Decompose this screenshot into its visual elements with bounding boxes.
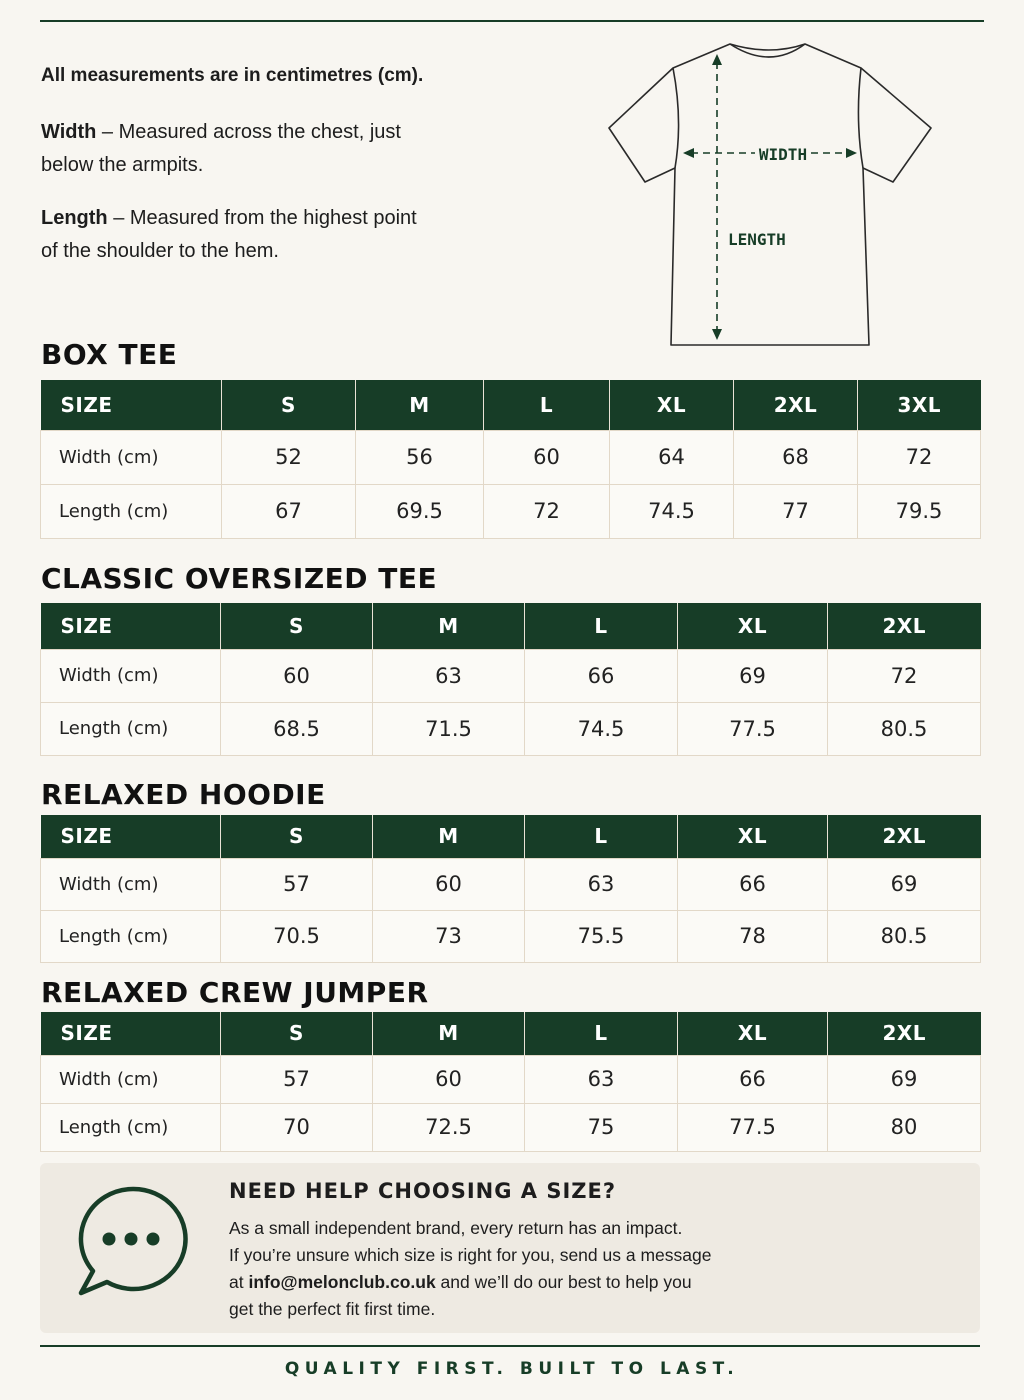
row-label: Width (cm): [41, 430, 222, 484]
table-row: [41, 1103, 981, 1151]
table-header-row: [41, 380, 981, 430]
length-term: Length: [41, 207, 108, 229]
row-label: Length (cm): [41, 702, 221, 755]
size-header: SIZE: [41, 815, 221, 858]
table-cell: 63: [525, 1055, 678, 1103]
table-cell: 71.5: [373, 702, 525, 755]
relaxed-crew-jumper-title: RELAXED CREW JUMPER: [41, 976, 429, 1009]
help-email-link[interactable]: info@melonclub.co.uk: [248, 1272, 436, 1292]
width-definition: [41, 116, 431, 182]
table-row: [41, 649, 981, 702]
help-line-3-prefix: at: [229, 1272, 249, 1292]
table-cell: 68: [734, 430, 858, 484]
size-col-header: L: [525, 603, 678, 649]
size-help-box: [40, 1163, 980, 1333]
size-col-header: XL: [678, 815, 828, 858]
relaxed-hoodie-title: RELAXED HOODIE: [41, 778, 326, 811]
table-cell: 80.5: [828, 910, 981, 962]
help-line-4: get the perfect fit first time.: [229, 1299, 436, 1319]
classic-oversized-tee-title: CLASSIC OVERSIZED TEE: [41, 562, 438, 595]
table-cell: 77.5: [678, 1103, 828, 1151]
tshirt-outline: [609, 44, 931, 345]
size-col-header: L: [484, 380, 610, 430]
table-header-row: [41, 1012, 981, 1055]
size-col-header: 3XL: [858, 380, 981, 430]
table-row: [41, 484, 981, 538]
size-col-header: 2XL: [828, 815, 981, 858]
table-row: [41, 858, 981, 910]
table-row: [41, 910, 981, 962]
table-row: [41, 1055, 981, 1103]
table-cell: 70.5: [221, 910, 373, 962]
table-cell: 79.5: [858, 484, 981, 538]
size-col-header: S: [221, 1012, 373, 1055]
table-cell: 72: [828, 649, 981, 702]
box-tee-size-table: [40, 380, 981, 539]
table-cell: 67: [222, 484, 356, 538]
size-col-header: S: [221, 815, 373, 858]
table-cell: 73: [373, 910, 525, 962]
table-cell: 52: [222, 430, 356, 484]
table-cell: 66: [678, 858, 828, 910]
table-cell: 60: [373, 858, 525, 910]
table-cell: 63: [373, 649, 525, 702]
tshirt-left-armhole: [673, 68, 679, 168]
table-cell: 70: [221, 1103, 373, 1151]
table-cell: 77.5: [678, 702, 828, 755]
row-label: Length (cm): [41, 484, 222, 538]
length-description: – Measured from the highest point of the shoulder to the hem.: [41, 207, 417, 262]
size-col-header: XL: [610, 380, 734, 430]
table-cell: 66: [678, 1055, 828, 1103]
chat-bubble-icon: [73, 1181, 193, 1301]
table-cell: 68.5: [221, 702, 373, 755]
classic-oversized-tee-size-table: [40, 603, 981, 756]
table-cell: 72: [484, 484, 610, 538]
size-header: SIZE: [41, 380, 222, 430]
width-description: – Measured across the chest, just below the armpits.: [41, 121, 401, 176]
size-col-header: S: [222, 380, 356, 430]
table-cell: 66: [525, 649, 678, 702]
width-arrow-right-icon: [846, 148, 857, 158]
length-label: LENGTH: [728, 230, 786, 249]
table-cell: 77: [734, 484, 858, 538]
size-col-header: S: [221, 603, 373, 649]
size-col-header: M: [356, 380, 484, 430]
tshirt-right-armhole: [858, 68, 863, 168]
width-label: WIDTH: [758, 145, 808, 164]
table-cell: 69: [828, 858, 981, 910]
size-col-header: 2XL: [828, 603, 981, 649]
size-col-header: L: [525, 815, 678, 858]
help-line-3-suffix: and we’ll do our best to help you: [435, 1272, 692, 1292]
width-term: Width: [41, 121, 97, 143]
table-cell: 57: [221, 858, 373, 910]
footer-tagline: QUALITY FIRST. BUILT TO LAST.: [284, 1359, 740, 1379]
table-cell: 78: [678, 910, 828, 962]
size-col-header: M: [373, 1012, 525, 1055]
box-tee-title: BOX TEE: [41, 338, 178, 371]
table-row: [41, 702, 981, 755]
table-cell: 56: [356, 430, 484, 484]
row-label: Length (cm): [41, 1103, 221, 1151]
size-header: SIZE: [41, 603, 221, 649]
units-note: All measurements are in centimetres (cm).: [41, 65, 424, 86]
table-cell: 64: [610, 430, 734, 484]
width-arrow-left-icon: [683, 148, 694, 158]
help-line-2: If you’re unsure which size is right for you, send us a message: [229, 1245, 712, 1265]
help-title: NEED HELP CHOOSING A SIZE?: [229, 1179, 617, 1203]
row-label: Length (cm): [41, 910, 221, 962]
table-cell: 69.5: [356, 484, 484, 538]
table-cell: 75: [525, 1103, 678, 1151]
table-cell: 60: [484, 430, 610, 484]
relaxed-crew-jumper-size-table: [40, 1012, 981, 1152]
help-line-1: As a small independent brand, every return has an impact.: [229, 1218, 683, 1238]
size-col-header: XL: [678, 1012, 828, 1055]
table-cell: 63: [525, 858, 678, 910]
table-cell: 69: [828, 1055, 981, 1103]
table-header-row: [41, 815, 981, 858]
table-cell: 72.5: [373, 1103, 525, 1151]
top-divider: [40, 20, 984, 22]
table-row: [41, 430, 981, 484]
table-cell: 74.5: [525, 702, 678, 755]
length-arrow-top-icon: [712, 54, 722, 65]
bottom-divider: [40, 1345, 980, 1347]
help-text: [229, 1215, 869, 1323]
size-col-header: L: [525, 1012, 678, 1055]
length-definition: [41, 202, 431, 268]
length-arrow-bottom-icon: [712, 329, 722, 340]
table-cell: 57: [221, 1055, 373, 1103]
row-label: Width (cm): [41, 1055, 221, 1103]
table-header-row: [41, 603, 981, 649]
size-col-header: M: [373, 603, 525, 649]
row-label: Width (cm): [41, 858, 221, 910]
table-cell: 74.5: [610, 484, 734, 538]
size-col-header: 2XL: [734, 380, 858, 430]
size-col-header: M: [373, 815, 525, 858]
row-label: Width (cm): [41, 649, 221, 702]
table-cell: 80: [828, 1103, 981, 1151]
table-cell: 80.5: [828, 702, 981, 755]
table-cell: 72: [858, 430, 981, 484]
measurement-intro: [41, 62, 561, 288]
table-cell: 60: [373, 1055, 525, 1103]
table-cell: 75.5: [525, 910, 678, 962]
size-col-header: 2XL: [828, 1012, 981, 1055]
size-header: SIZE: [41, 1012, 221, 1055]
tshirt-diagram: [605, 40, 935, 350]
table-cell: 69: [678, 649, 828, 702]
relaxed-hoodie-size-table: [40, 815, 981, 963]
table-cell: 60: [221, 649, 373, 702]
size-col-header: XL: [678, 603, 828, 649]
